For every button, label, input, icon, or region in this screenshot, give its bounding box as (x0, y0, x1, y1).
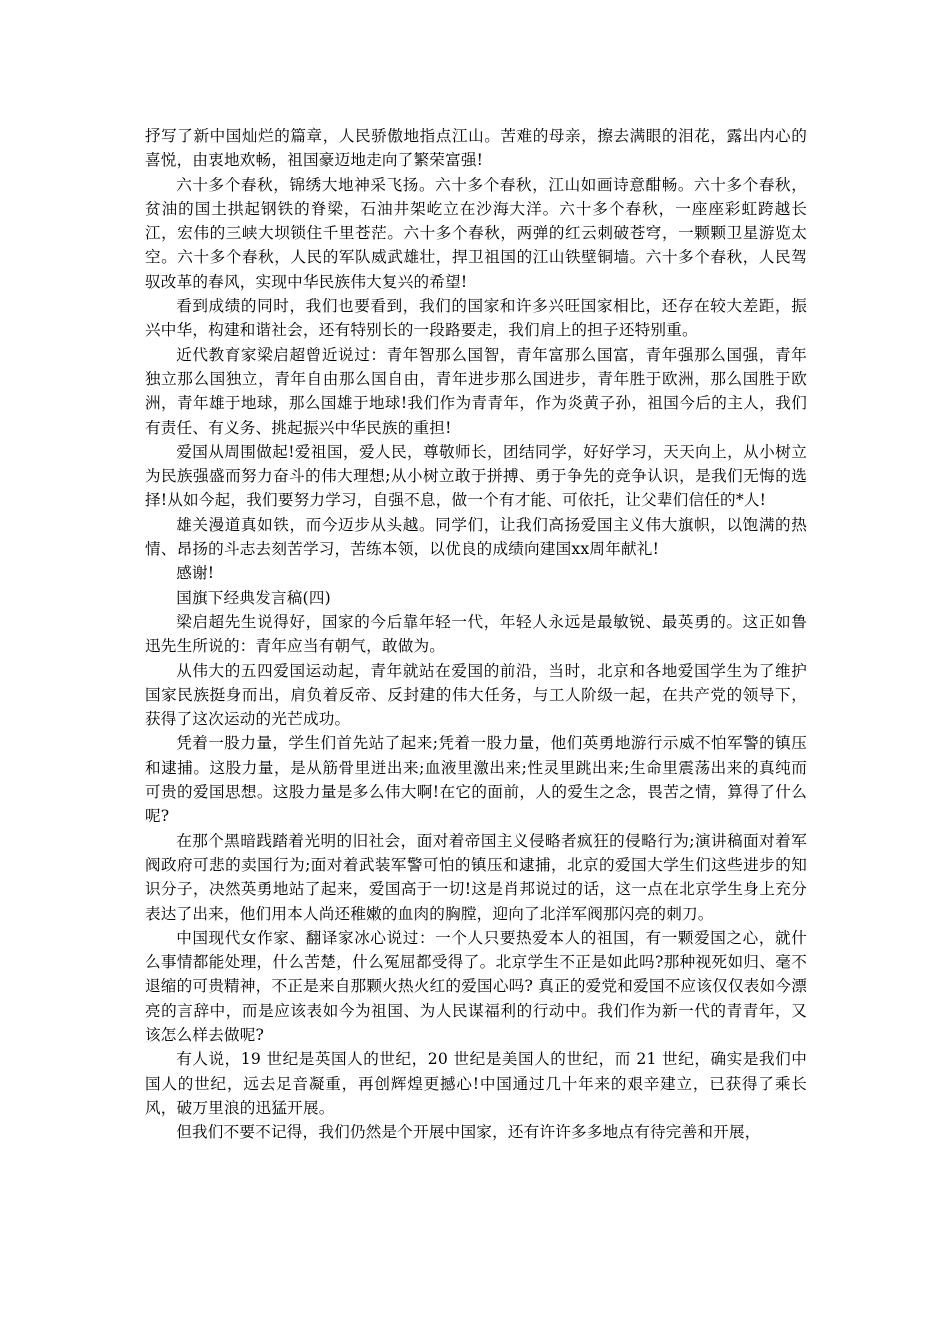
paragraph-3: 看到成绩的同时，我们也要看到，我们的国家和许多兴旺国家相比，还存在较大差距，振兴中华，构建和谐社会，还有特别长的一段路要走，我们肩上的担子还特别重。 (145, 297, 807, 340)
paragraph-14: 有人说，19 世纪是英国人的世纪，20 世纪是美国人的世纪，而 21 世纪，确实是我们中国人的世纪，远去足音凝重，再创辉煌更撼心!中国通过几十年来的艰辛建立，已获得了乘长风，破万里浪的迅猛开展。 (145, 1050, 807, 1117)
paragraph-6: 雄关漫道真如铁，而今迈步从头越。同学们，让我们高扬爱国主义伟大旗帜，以饱满的热情、昂扬的斗志去刻苦学习，苦练本领，以优良的成绩向建国xx周年献礼! (145, 515, 807, 559)
paragraph-5: 爱国从周围做起!爱祖国，爱人民，尊敬师长，团结同学，好好学习，天天向上，从小树立为民族强盛而努力奋斗的伟大理想;从小树立敢于拼搏、勇于争先的竞争认识，是我们无悔的选择!从如今起，我们要努力学习，自强不息，做一个有才能、可依托，让父辈们信任的*人! (145, 442, 807, 510)
section-heading: 国旗下经典发言稿(四) (176, 588, 331, 607)
paragraph-2: 六十多个春秋，锦绣大地神采飞扬。六十多个春秋，江山如画诗意酣畅。六十多个春秋，贫油的国土拱起钢铁的脊梁，石油井架屹立在沙海大洋。六十多个春秋，一座座彩虹跨越长江，宏伟的三峡大坝锁住千里苍茫。六十多个春秋，两弹的红云刺破苍穹，一颗颗卫星游览太空。六十多个春秋，人民的军队威武雄壮，捍卫祖国的江山铁壁铜墙。六十多个春秋，人民驾驭改革的春风，实现中华民族伟大复兴的希望! (145, 175, 807, 291)
paragraph-4: 近代教育家梁启超曾近说过：青年智那么国智，青年富那么国富，青年强那么国强，青年独立那么国独立，青年自由那么国自由，青年进步那么国进步，青年胜于欧洲，那么国胜于欧洲，青年雄于地球，那么国雄于地球!我们作为青青年，作为炎黄子孙，祖国今后的主人，我们有责任、有义务、挑起振兴中华民族的重担! (145, 345, 807, 437)
paragraph-11: 凭着一股力量，学生们首先站了起来;凭着一股力量，他们英勇地游行示威不怕军警的镇压和逮捕。这股力量，是从筋骨里迸出来;血液里激出来;性灵里跳出来;生命里震荡出来的真纯而可贵的爱国思想。这股力量是多么伟大啊!在它的面前，人的爱生之念，畏苦之情，算得了什么呢? (145, 734, 807, 826)
closing-thanks: 感谢! (176, 564, 215, 583)
paragraph-12: 在那个黑暗践踏着光明的旧社会，面对着帝国主义侵略者疯狂的侵略行为;演讲稿面对着军阀政府可悲的卖国行为;面对着武装军警可怕的镇压和逮捕，北京的爱国大学生们这些进步的知识分子，决然英勇地站了起来，爱国高于一切!这是肖邦说过的话，这一点在北京学生身上充分表达了出来，他们用本人尚还稚嫩的血肉的胸膛，迎向了北洋军阀那闪亮的刺刀。 (145, 831, 807, 923)
document-page (145, 124, 807, 1144)
paragraph-13: 中国现代女作家、翻译家冰心说过：一个人只要热爱本人的祖国，有一颗爱国之心，就什么事情都能处理，什么苦楚，什么冤屈都受得了。北京学生不正是如此吗?那种视死如归、毫不退缩的可贵精神，不正是来自那颗火热火红的爱国心吗? 真正的爱党和爱国不应该仅仅表如今漂亮的言辞中，而是应该表如今为祖国、为人民谋福利的行动中。我们作为新一代的青青年，又该怎么样去做呢? (145, 928, 807, 1044)
paragraph-9: 梁启超先生说得好，国家的今后靠年轻一代，年轻人永远是最敏锐、最英勇的。这正如鲁迅先生所说的：青年应当有朝气，敢做为。 (145, 612, 807, 656)
paragraph-1: 抒写了新中国灿烂的篇章，人民骄傲地指点江山。苦难的母亲，擦去满眼的泪花，露出内心的喜悦，由衷地欢畅，祖国豪迈地走向了繁荣富强! (145, 127, 807, 170)
paragraph-10: 从伟大的五四爱国运动起，青年就站在爱国的前沿，当时，北京和各地爱国学生为了维护国家民族挺身而出，肩负着反帝、反封建的伟大任务，与工人阶级一起，在共产党的领导下，获得了这次运动的光芒成功。 (145, 661, 807, 729)
paragraph-15: 但我们不要不记得，我们仍然是个开展中国家，还有许许多多地点有待完善和开展， (176, 1123, 761, 1142)
